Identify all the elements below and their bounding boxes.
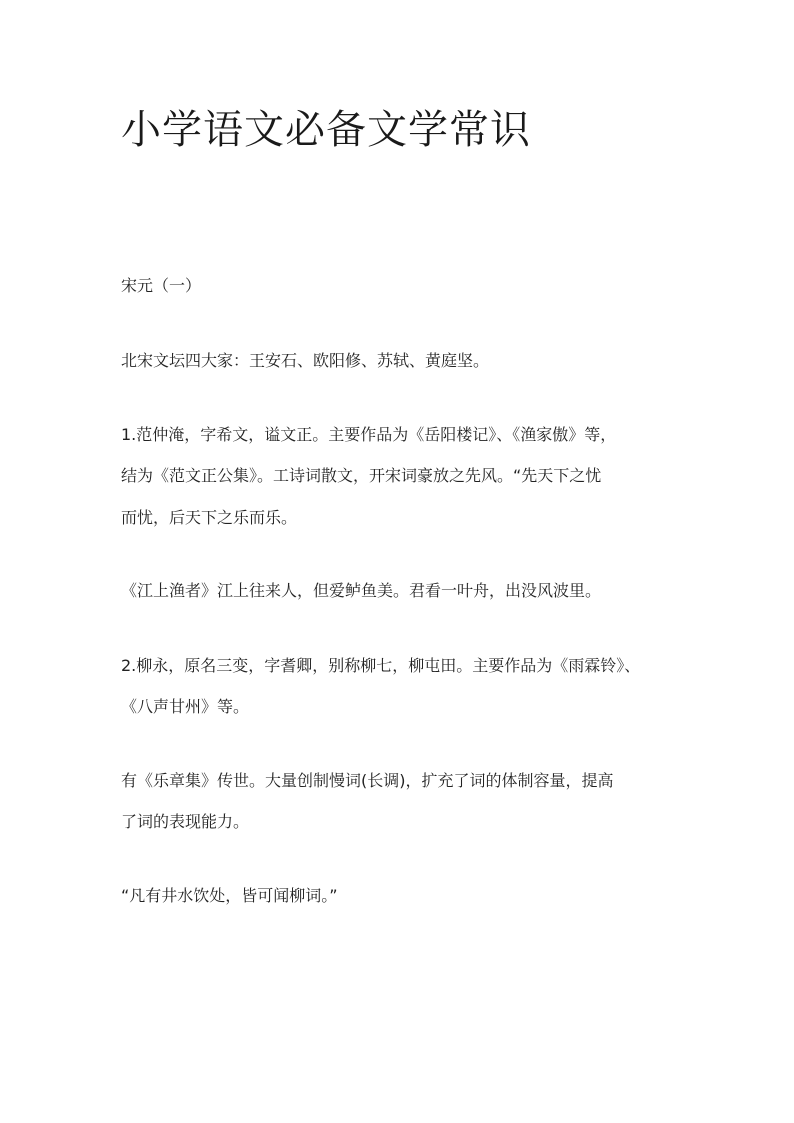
paragraph-line: 《八声甘州》等。 bbox=[121, 697, 250, 716]
paragraph-line: “凡有井水饮处，皆可闻柳词。” bbox=[121, 886, 338, 905]
paragraph-line: 北宋文坛四大家：王安石、欧阳修、苏轼、黄庭坚。 bbox=[121, 351, 490, 370]
paragraph-line: 而忧，后天下之乐而乐。 bbox=[121, 508, 298, 527]
document-title: 小学语文必备文学常识 bbox=[121, 107, 531, 153]
paragraph-line: 有《乐章集》传世。大量创制慢词(长调)，扩充了词的体制容量，提高 bbox=[121, 771, 614, 790]
paragraph-line: 结为《范文正公集》。工诗词散文，开宋词豪放之先风。“先天下之忧 bbox=[121, 466, 602, 485]
paragraph-line: 1.范仲淹，字希文，谥文正。主要作品为《岳阳楼记》、《渔家傲》等， bbox=[121, 425, 617, 444]
section-heading: 宋元（一） bbox=[121, 276, 202, 295]
paragraph-line: 《江上渔者》江上往来人，但爱鲈鱼美。君看一叶舟，出没风波里。 bbox=[121, 581, 602, 600]
paragraph-line: 了词的表现能力。 bbox=[121, 812, 250, 831]
paragraph-line: 2.柳永，原名三变，字耆卿，别称柳七，柳屯田。主要作品为《雨霖铃》、 bbox=[121, 656, 641, 675]
